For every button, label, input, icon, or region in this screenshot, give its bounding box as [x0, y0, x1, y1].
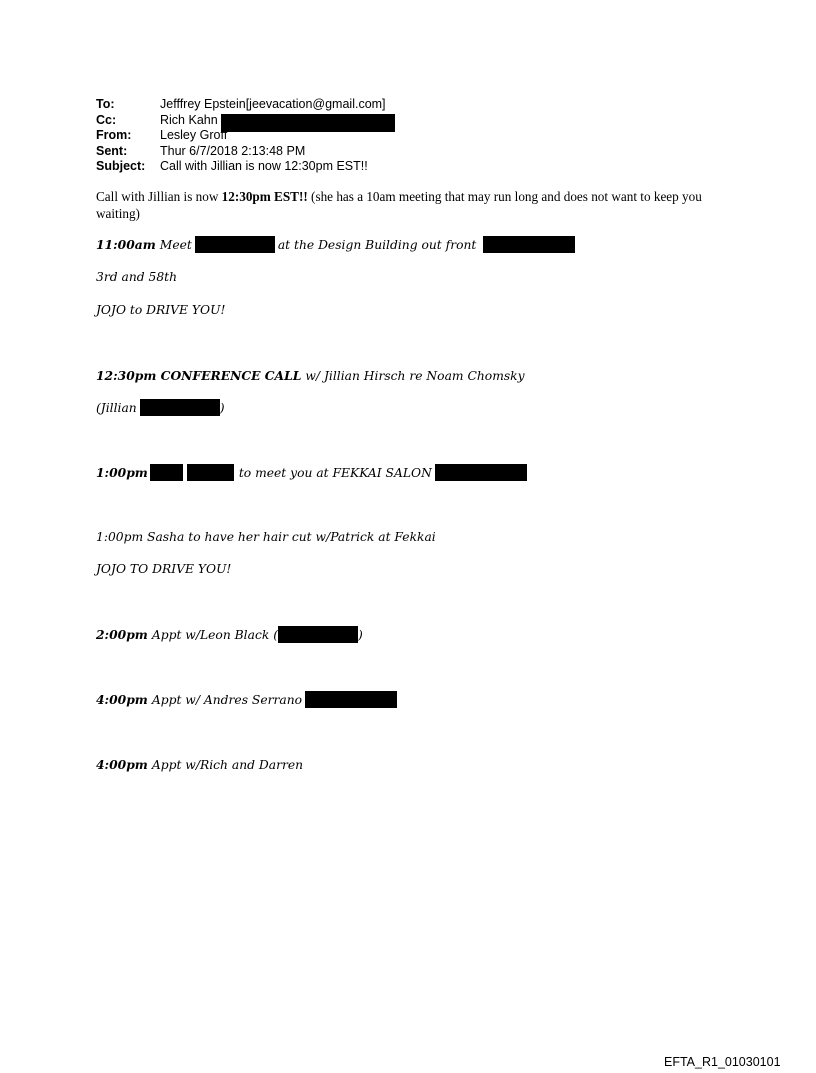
sent-value: Thur 6/7/2018 2:13:48 PM — [160, 143, 306, 158]
item-4pm-rich-darren — [96, 757, 303, 772]
to-label: To: — [96, 97, 115, 111]
item7-text: Appt w/Rich and Darren — [151, 757, 304, 772]
cc-row — [96, 113, 386, 129]
redaction-box — [187, 464, 234, 481]
redaction-box — [150, 464, 183, 481]
cc-label: Cc: — [96, 112, 117, 127]
redaction-box — [195, 236, 275, 253]
item3-text: to meet you at FEKKAI SALON — [238, 465, 432, 480]
subject-label: Subject: — [96, 159, 146, 173]
item6-text: Appt w/ Andres Serrano — [151, 692, 303, 707]
item-4pm-serrano — [96, 691, 397, 708]
item3-time: 1:00pm — [96, 465, 148, 480]
to-row — [96, 97, 386, 113]
item1-address: 3rd and 58th — [96, 270, 178, 284]
item2-sub-a: (Jillian — [96, 400, 137, 415]
item-1230pm — [96, 368, 525, 383]
redaction-box — [435, 464, 527, 481]
document-id: EFTA_R1_01030101 — [664, 1055, 781, 1069]
cc-value: Rich Kahn — [160, 112, 218, 127]
intro-bold: 12:30pm EST!! — [221, 189, 308, 204]
item1-text-b: at the Design Building out front — [277, 237, 477, 252]
item1-time: 11:00am — [96, 237, 156, 252]
item2-text: w/ Jillian Hirsch re Noam Chomsky — [305, 368, 525, 383]
item7-time: 4:00pm — [96, 757, 148, 772]
from-value: Lesley Groff — [160, 128, 228, 142]
item5-time: 2:00pm — [96, 627, 148, 642]
intro-paragraph — [96, 188, 736, 222]
item2-bold: 12:30pm CONFERENCE CALL — [96, 368, 302, 383]
subject-row — [96, 159, 386, 175]
email-header — [96, 97, 386, 175]
item2-sub-b: ) — [219, 400, 225, 415]
item-1pm — [96, 464, 527, 481]
redaction-box — [278, 626, 358, 643]
from-row — [96, 128, 386, 144]
item1-text-a: Meet — [159, 237, 192, 252]
item-11am — [96, 236, 575, 253]
sent-row — [96, 144, 386, 160]
item6-time: 4:00pm — [96, 692, 148, 707]
sent-label: Sent: — [96, 143, 128, 158]
redaction-box — [305, 691, 397, 708]
item5-text-b: ) — [358, 627, 363, 642]
item2-subline — [96, 399, 225, 416]
redaction-box — [140, 399, 220, 416]
item4-driver: JOJO TO DRIVE YOU! — [96, 562, 232, 576]
to-value: Jefffrey Epstein[jeevacation@gmail.com] — [160, 97, 386, 111]
item-sasha-haircut: 1:00pm Sasha to have her hair cut w/Patrick at Fekkai — [96, 530, 436, 544]
intro-text-a: Call with Jillian is now — [96, 189, 222, 204]
subject-value: Call with Jillian is now 12:30pm EST!! — [160, 159, 368, 173]
item-2pm — [96, 626, 363, 643]
item1-driver: JOJO to DRIVE YOU! — [96, 303, 226, 317]
redaction-box — [483, 236, 575, 253]
item5-text-a: Appt w/Leon Black ( — [151, 627, 278, 642]
intro-text-b: (she has a 10am meeting that may run long and does not want to keep you waiting) — [96, 189, 702, 221]
from-label: From: — [96, 128, 132, 142]
